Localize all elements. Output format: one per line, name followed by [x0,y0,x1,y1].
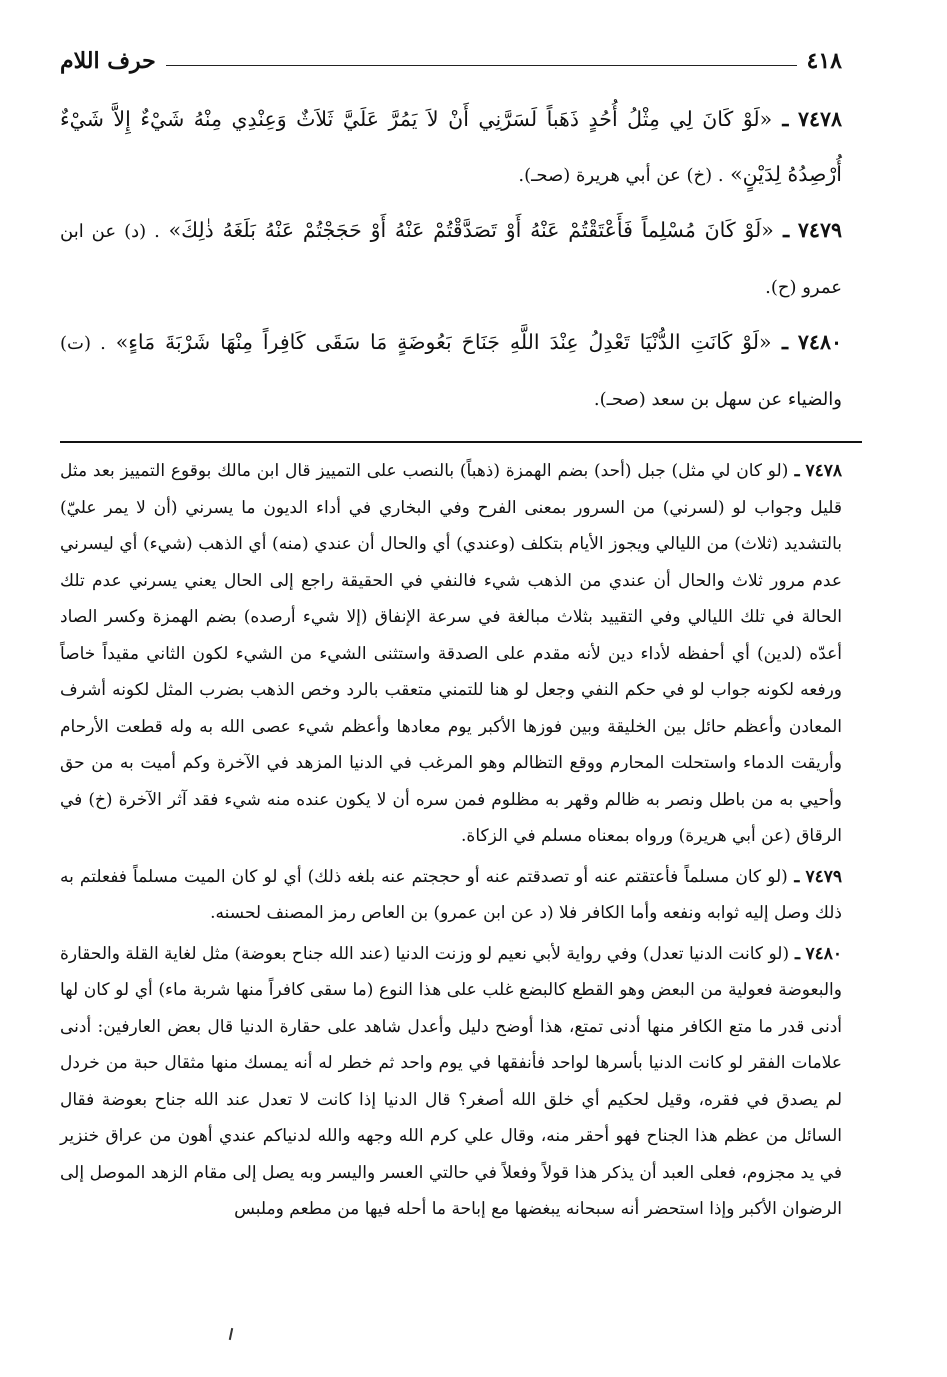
commentary-number: ٧٤٧٩ [805,866,843,887]
page-number: ٤١٨ [806,48,842,74]
commentary-text: (لو كانت الدنيا تعدل) وفي رواية لأبي نعيم لو وزنت الدنيا (عند الله جناح بعوضة) مثل لغاية القلة والحقارة والبعوضة فعولية من البعض وهو القطع كالبضع غلب على هذا النوع (ما سقى كافراً منها شربة ماء) أي لو كان لها أدنى قدر ما متع الكافر منها أدنى تمتع، هذا أوضح دليل وأعدل شاهد على حقارة الدنيا قال بعض العارفين: أدنى علامات الفقر لو كانت الدنيا بأسرها لواحد فأنفقها في يوم واحد ثم خطر له أنه يمسك منها مثقال حبة من خردل لم يصدق في فقره، وقيل لحكيم أي خلق الله أصغر؟ قال الدنيا إذا كانت لا تعدل عند الله جناح بعوضة فقال السائل من عظم هذا الجناح فهو أحقر منه، وقال علي كرم الله وجهه والله لدنياكم عندي أهون من عراق خنزير في يد مجزوم، فعلى العبد أن يذكر هذا قولاً وفعلاً في حالتي العسر واليسر وبه يصل إلى مقام الزهد الموصل إلى الرضوان الأكبر وإذا استحضر أنه سبحانه يبغضها مع إباحة ما أحله فيها من مطعم وملبس [60,943,842,1219]
hadith-number: ٧٤٧٨ [797,107,842,131]
hadith-entry: ٧٤٧٨ ـ «لَوْ كَانَ لِي مِثْلُ أُحُدٍ ذَهَباً لَسَرَّنِي أَنْ لاَ يَمُرَّ عَلَيَّ ثَلاَثٌ وَعِنْدِي مِنْهُ شَيْءٌ إِلاَّ شَيْءٌ أُرْصِدُهُ لِدَيْنٍ» . (خ) عن أبي هريرة (صحـ). [60,107,842,186]
header-rule [166,65,797,66]
hadith-entry: ٧٤٧٩ ـ «لَوْ كَانَ مُسْلِماً فَأَعْتَقْتُمْ عَنْهُ أَوْ تَصَدَّقْتُمْ عَنْهُ أَوْ حَجَجْتُمْ عَنْهُ بَلَغَهُ ذٰلِكَ» . (د) عن ابن عمرو (ح). [60,218,842,298]
commentary-text: (لو كان لي مثل) جبل (أحد) بضم الهمزة (ذهباً) بالنصب على التمييز قال ابن مالك بوقوع التمييز بعد مثل قليل وجواب لو (لسرني) من السرور بمعنى الفرح وفي البخاري في أداء الديون ما يسرني (أن لا يمر عليّ) بالتشديد (ثلاث) من الليالي ويجوز الأيام بتكلف (وعندي) أي والحال أن عندي (منه) أي الذهب (شيء) أي ليسرني عدم مرور ثلاث والحال أن عندي من الذهب شيء فالنفي في الحقيقة راجع إلى الحال يعني يسرني عدم تلك الحالة في تلك الليالي وفي التقييد بثلاث مبالغة في سرعة الإنفاق (إلا شيء أرصده) بضم الهمزة وكسر الصاد أعدّه (لدين) أي أحفظه لأداء دين لأنه مقدم على الصدقة واستثنى الشيء من الشيء لكون الثاني مقيداً خاصاً ورفعه لكونه جواب لو في حكم النفي وجعل لو هنا للتمني متعقب بالرد وخص الذهب بضرب المثل لكونه أشرف المعادن وأعظم حائل بين الخليقة وبين فوزها الأكبر يوم معادها وأعظم شيء عصى الله به وله قطعت الأرحام وأريقت الدماء واستحلت المحارم ووقع التظالم وهو المرغب في الدنيا المزهد في الآخرة وكم أميت به من حق وأحيي به من باطل ونصر به ظالم وقهر به مظلوم فمن سره أن لا يكون عنده منه شيء فقد آثر الآخرة (خ) في الرقاق (عن أبي هريرة) ورواه بمعناه مسلم في الزكاة. [60,461,842,846]
page-mark [229,1328,233,1340]
section-divider [60,441,862,443]
hadith-section [60,92,842,427]
hadith-text: «لَوْ كَانَتِ الدُّنْيَا تَعْدِلُ عِنْدَ اللَّهِ جَنَاحَ بَعُوضَةٍ مَا سَقَى كَافِراً مِنْهَا شَرْبَةَ مَاءٍ» [115,330,772,354]
hadith-number: ٧٤٧٩ [797,218,842,242]
chapter-title: حرف اللام [60,48,156,74]
commentary-section [60,453,842,1228]
hadith-source: . (د) عن ابن عمرو (ح). [60,221,842,298]
book-page [60,38,842,1232]
commentary-paragraph: ٧٤٧٨ ـ (لو كان لي مثل) جبل (أحد) بضم الهمزة (ذهباً) بالنصب على التمييز قال ابن مالك بوقوع التمييز بعد مثل قليل وجواب لو (لسرني) من السرور بمعنى الفرح وفي البخاري في أداء الديون ما يسرني (أن لا يمر عليّ) بالتشديد (ثلاث) من الليالي ويجوز الأيام بتكلف (وعندي) أي والحال أن عندي (منه) أي الذهب (شيء) أي ليسرني عدم مرور ثلاث والحال أن عندي من الذهب شيء فالنفي في الحقيقة راجع إلى الحال يعني يسرني عدم تلك الحالة في تلك الليالي وفي التقييد بثلاث مبالغة في سرعة الإنفاق (إلا شيء أرصده) بضم الهمزة وكسر الصاد أعدّه (لدين) أي أحفظه لأداء دين لأنه مقدم على الصدقة واستثنى الشيء من الشيء لكون الثاني مقيداً خاصاً ورفعه لكونه جواب لو في حكم النفي وجعل لو هنا للتمني متعقب بالرد وخص الذهب بضرب المثل لكونه أشرف المعادن وأعظم حائل بين الخليقة وبين فوزها الأكبر يوم معادها وأعظم شيء عصى الله به وله قطعت الأرحام وأريقت الدماء واستحلت المحارم ووقع التظالم وهو المرغب في الدنيا المزهد في الآخرة وكم أميت به من حق وأحيي به من باطل ونصر به ظالم وقهر به مظلوم فمن سره أن لا يكون عنده منه شيء فقد آثر الآخرة (خ) في الرقاق (عن أبي هريرة) ورواه بمعناه مسلم في الزكاة. [60,461,842,846]
hadith-number: ٧٤٨٠ [797,330,842,354]
commentary-paragraph: ٧٤٧٩ ـ (لو كان مسلماً فأعتقتم عنه أو تصدقتم عنه أو حججتم عنه بلغه ذلك) أي لو كان الميت مسلماً ففعلتم به ذلك وصل إليه ثوابه ونفعه وأما الكافر فلا (د عن ابن عمرو) بن العاص رمز المصنف لحسنه. [60,866,843,923]
hadith-text: «لَوْ كَانَ لِي مِثْلُ أُحُدٍ ذَهَباً لَسَرَّنِي أَنْ لاَ يَمُرَّ عَلَيَّ ثَلاَثٌ وَعِنْدِي مِنْهُ شَيْءٌ إِلاَّ شَيْءٌ أُرْصِدُهُ لِدَيْنٍ» [60,107,842,186]
hadith-source: . (ت) والضياء عن سهل بن سعد (صحـ). [60,333,842,410]
commentary-number: ٧٤٧٨ [805,461,842,481]
commentary-text: (لو كان مسلماً فأعتقتم عنه أو تصدقتم عنه أو حججتم عنه بلغه ذلك) أي لو كان الميت مسلماً ففعلتم به ذلك وصل إليه ثوابه ونفعه وأما الكافر فلا (د عن ابن عمرو) بن العاص رمز المصنف لحسنه. [60,866,842,923]
commentary-paragraph: ٧٤٨٠ ـ (لو كانت الدنيا تعدل) وفي رواية لأبي نعيم لو وزنت الدنيا (عند الله جناح بعوضة) مثل لغاية القلة والحقارة والبعوضة فعولية من البعض وهو القطع كالبضع غلب على هذا النوع (ما سقى كافراً منها شربة ماء) أي لو كان لها أدنى قدر ما متع الكافر منها أدنى تمتع، هذا أوضح دليل وأعدل شاهد على حقارة الدنيا قال بعض العارفين: أدنى علامات الفقر لو كانت الدنيا بأسرها لواحد فأنفقها في يوم واحد ثم خطر له أنه يمسك منها مثقال حبة من خردل لم يصدق في فقره، وقيل لحكيم أي خلق الله أصغر؟ قال الدنيا إذا كانت لا تعدل عند الله جناح بعوضة فقال السائل من عظم هذا الجناح فهو أحقر منه، وقال علي كرم الله وجهه والله لدنياكم عندي أهون من عراق خنزير في يد مجزوم، فعلى العبد أن يذكر هذا قولاً وفعلاً في حالتي العسر واليسر وبه يصل إلى مقام الزهد الموصل إلى الرضوان الأكبر وإذا استحضر أنه سبحانه يبغضها مع إباحة ما أحله فيها من مطعم وملبس [60,943,843,1219]
hadith-text: «لَوْ كَانَ مُسْلِماً فَأَعْتَقْتُمْ عَنْهُ أَوْ تَصَدَّقْتُمْ عَنْهُ أَوْ حَجَجْتُمْ عَنْهُ بَلَغَهُ ذٰلِكَ» [168,218,774,242]
commentary-number: ٧٤٨٠ [805,943,843,964]
hadith-source: . (خ) عن أبي هريرة (صحـ). [518,165,724,186]
hadith-entry: ٧٤٨٠ ـ «لَوْ كَانَتِ الدُّنْيَا تَعْدِلُ عِنْدَ اللَّهِ جَنَاحَ بَعُوضَةٍ مَا سَقَى كَافِراً مِنْهَا شَرْبَةَ مَاءٍ» . (ت) والضياء عن سهل بن سعد (صحـ). [60,330,842,410]
page-header [60,38,842,74]
